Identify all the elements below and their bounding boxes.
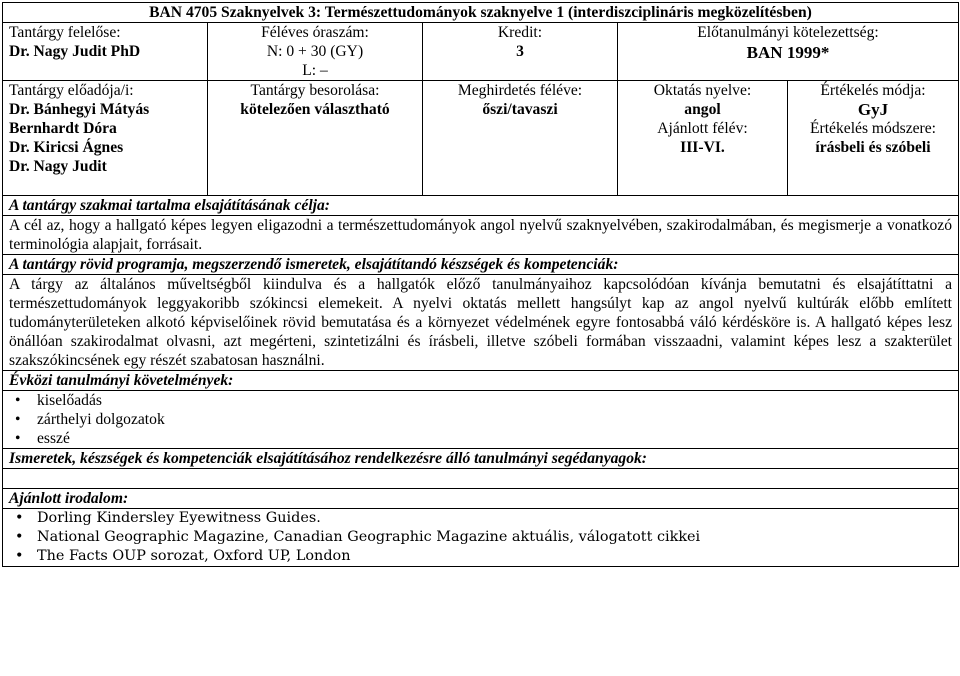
cel-text: A cél az, hogy a hallgató képes legyen eligazodni a természettudományok angol nyelvű szaknyelvében, szakirodalmában, és megismerje a vonatkozó terminológia alapjait, forrásait. <box>3 216 959 255</box>
course-description-table <box>2 2 959 567</box>
list-item: • zárthelyi dolgozatok <box>33 410 952 429</box>
oraszam-cell <box>208 23 423 81</box>
list-item: • kiselőadás <box>33 391 952 410</box>
title-row <box>3 3 959 23</box>
ertekeles-modja-value: GyJ <box>857 100 889 119</box>
program-text: A tárgy az általános műveltségből kiindulva és a hallgatók előző tanulmányaihoz kapcsolódóan kívánja bemutatni és elsajátíttatni a természettudományok leggyakoribb szókincsi elemekeit. A nyelvi oktatás mellett hangsúlyt kap az angol nyelvű kultúrák előbb említett tudományterületeken alkotó képviselőinek rövid bemutatása és a környezet védelmének egyre fontosabbá váló kérdésköre is. A hallgató képes lesz önállóan szakirodalmat olvasni, azt megérteni, szintetizálni és írásbeli, illetve szóbeli formában visszaadni, valamint képes lesz a szakterület szakszókincsének egy részét szabatosan használni. <box>3 275 959 371</box>
eloado-name: Bernhardt Dóra <box>9 120 117 137</box>
felelos-value: Dr. Nagy Judit PhD <box>9 43 141 60</box>
list-item: • esszé <box>33 429 952 448</box>
besorolas-cell <box>208 81 423 196</box>
ertekeles-cell <box>788 81 959 196</box>
ajanlott-label: Ajánlott félév: <box>657 120 748 137</box>
kovetelmenyek-heading: Évközi tanulmányi követelmények: <box>3 371 959 391</box>
oraszam-label: Féléves óraszám: <box>261 24 369 41</box>
segedanyagok-empty-row <box>3 469 959 489</box>
eloado-label: Tantárgy előadója/i: <box>9 82 134 99</box>
nyelv-value: angol <box>684 101 721 118</box>
cel-heading-row <box>3 196 959 216</box>
irodalom-list-cell <box>3 509 959 567</box>
kovetelmenyek-list-cell <box>3 391 959 449</box>
info-row-1 <box>3 23 959 81</box>
nyelv-cell <box>618 81 788 196</box>
cel-text-row <box>3 216 959 255</box>
oraszam-n: N: 0 + 30 (GY) <box>266 43 364 60</box>
elotan-value: BAN 1999* <box>746 43 830 62</box>
ertekeles-modszere-label: Értékelés módszere: <box>810 120 936 137</box>
besorolas-value: kötelezően választható <box>240 101 390 118</box>
ertekeles-modszere-value: írásbeli és szóbeli <box>815 139 931 156</box>
course-title: BAN 4705 Szaknyelvek 3: Természettudományok szaknyelve 1 (interdiszciplináris megközelítésben) <box>3 3 959 23</box>
eloado-name: Dr. Kiricsi Ágnes <box>9 139 124 156</box>
kredit-cell <box>423 23 618 81</box>
ertekeles-modja-label: Értékelés módja: <box>820 82 926 99</box>
kredit-label: Kredit: <box>497 24 543 41</box>
cel-heading: A tantárgy szakmai tartalma elsajátításának célja: <box>3 196 959 216</box>
segedanyagok-heading: Ismeretek, készségek és kompetenciák elsajátításához rendelkezésre álló tanulmányi segédanyagok: <box>3 449 959 469</box>
program-heading-row <box>3 255 959 275</box>
eloado-name: Dr. Nagy Judit <box>9 158 107 175</box>
segedanyagok-heading-row <box>3 449 959 469</box>
elotan-cell <box>618 23 959 81</box>
irodalom-list <box>9 509 952 566</box>
oraszam-l: L: – <box>302 62 328 79</box>
felelos-label: Tantárgy felelőse: <box>9 24 121 41</box>
kredit-value: 3 <box>516 43 524 60</box>
ajanlott-value: III-VI. <box>680 139 725 156</box>
felelos-cell <box>3 23 208 81</box>
besorolas-label: Tantárgy besorolása: <box>250 82 380 99</box>
program-heading: A tantárgy rövid programja, megszerzendő ismeretek, elsajátítandó készségek és kompetenciák: <box>3 255 959 275</box>
list-item: • National Geographic Magazine, Canadian Geographic Magazine aktuális, válogatott cikkei <box>33 528 952 547</box>
segedanyagok-empty-cell <box>3 469 959 489</box>
nyelv-label: Oktatás nyelve: <box>653 82 752 99</box>
irodalom-list-row <box>3 509 959 567</box>
info-row-2 <box>3 81 959 196</box>
elotan-label: Előtanulmányi kötelezettség: <box>697 24 879 41</box>
irodalom-heading-row <box>3 489 959 509</box>
kovetelmenyek-list <box>9 391 952 448</box>
meghirdetes-cell <box>423 81 618 196</box>
eloado-cell <box>3 81 208 196</box>
kovetelmenyek-list-row <box>3 391 959 449</box>
program-text-row <box>3 275 959 371</box>
meghirdetes-value: őszi/tavaszi <box>482 101 558 118</box>
list-item: • The Facts OUP sorozat, Oxford UP, London <box>33 547 952 566</box>
kovetelmenyek-heading-row <box>3 371 959 391</box>
irodalom-heading: Ajánlott irodalom: <box>3 489 959 509</box>
list-item: • Dorling Kindersley Eyewitness Guides. <box>33 509 952 528</box>
eloado-name: Dr. Bánhegyi Mátyás <box>9 101 150 118</box>
meghirdetes-label: Meghirdetés féléve: <box>457 82 583 99</box>
